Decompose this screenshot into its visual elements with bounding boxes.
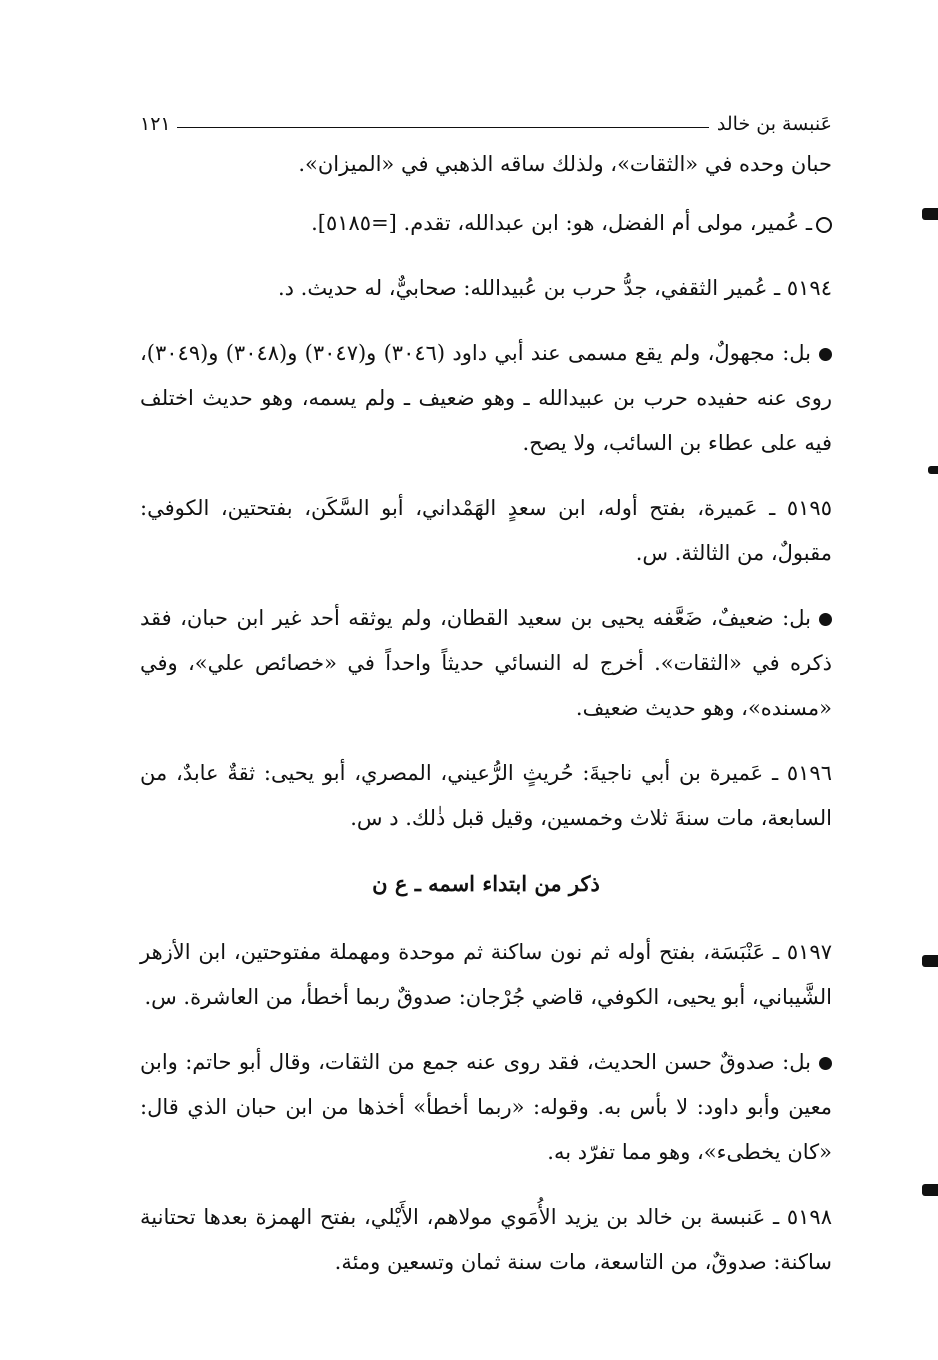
page-number: ١٢١ [140, 113, 171, 135]
paragraph-text: بل: مجهولٌ، ولم يقع مسمى عند أبي داود (٣٠٤٦) و(٣٠٤٧) و(٣٠٤٨) و(٣٠٤٩)، روى عنه حفيده حرب بن عبيدالله ـ وهو ضعيف ـ ولم يسمه، وهو حديث اختلف فيه على عطاء بن السائب، ولا يصح. [140, 341, 832, 455]
entry-5194 [140, 266, 832, 311]
header-rule [177, 127, 709, 128]
paragraph-text: ٥١٩٥ ـ عَميرة، بفتح أوله، ابن سعدٍ الهَمْداني، أبو السَّكَن، بفتحتين، الكوفي: مقبولٌ، من الثالثة. س. [140, 496, 832, 565]
paragraph-text: ٥١٩٤ ـ عُمير الثقفي، جدُّ حرب بن عُبيدالله: صحابيٌّ، له حديث. د. [277, 276, 832, 300]
entry-5195 [140, 486, 832, 576]
entry-5197 [140, 930, 832, 1020]
entry-5196 [140, 751, 832, 841]
bullet-icon [819, 613, 832, 626]
scan-edge-mark [928, 466, 938, 474]
scan-edge-mark [922, 1184, 938, 1196]
paragraph-text: ٥١٩٦ ـ عَميرة بن أبي ناجيةَ: حُريثٍ الرُّعيني، المصري، أبو يحيى: ثقةٌ عابدٌ، من السابعة، مات سنةَ ثلاث وخمسين، وقيل قبل ذٰلك. د س. [140, 761, 832, 830]
scan-edge-mark [922, 955, 938, 967]
paragraph-text: ٥١٩٧ ـ عَنْبَسَة، بفتح أوله ثم نون ساكنة ثم موحدة ومهملة مفتوحتين، ابن الأزهر الشَّيباني، أبو يحيى، الكوفي، قاضي جُرْجان: صدوقٌ ربما أخطأ، من العاشرة. س. [140, 940, 832, 1009]
paragraph-text: بل: صدوقٌ حسن الحديث، فقد روى عنه جمع من الثقات، وقال أبو حاتم: وابن معين وأبو داود: لا بأس به. وقوله: «ربما أخطأ» أخذها من ابن حبان الذي قال: «كان يخطىء»، وهو مما تفرّد به. [140, 1050, 832, 1164]
entry-5198 [140, 1195, 832, 1285]
paragraph-text: بل: ضعيفٌ، ضَعَّفه يحيى بن سعيد القطان، ولم يوثقه أحد غير ابن حبان، فقد ذكره في «الثقات». أخرج له النسائي حديثاً واحداً في «خصائص علي»، وفي «مسنده»، وهو حديث ضعيف. [140, 606, 832, 720]
commentary-5194 [140, 331, 832, 466]
scan-edge-mark [922, 208, 938, 220]
running-header [140, 104, 832, 144]
paragraph-continuation [140, 142, 832, 187]
cross-reference-entry [140, 201, 832, 246]
bullet-icon [819, 1057, 832, 1070]
header-title: عَنبسة بن خالد [716, 113, 832, 135]
bullet-icon [819, 348, 832, 361]
paragraph-text: ـ عُمير، مولى أم الفضل، هو: ابن عبدالله، تقدم. [=٥١٨٥]. [311, 211, 812, 235]
page-body [140, 142, 832, 1305]
commentary-5197 [140, 1040, 832, 1175]
section-heading: ذكر من ابتداء اسمه ـ ع ن [372, 871, 600, 896]
commentary-5195 [140, 596, 832, 731]
paragraph-text: حبان وحده في «الثقات»، ولذلك ساقه الذهبي في «الميزان». [298, 152, 832, 176]
hollow-circle-icon [816, 217, 832, 233]
paragraph-text: ٥١٩٨ ـ عَنبسة بن خالد بن يزيد الأُمَوي مولاهم، الأَيْلي، بفتح الهمزة بعدها تحتانية ساكنة: صدوقٌ، من التاسعة، مات سنة ثمان وتسعين ومئة. [140, 1205, 832, 1274]
